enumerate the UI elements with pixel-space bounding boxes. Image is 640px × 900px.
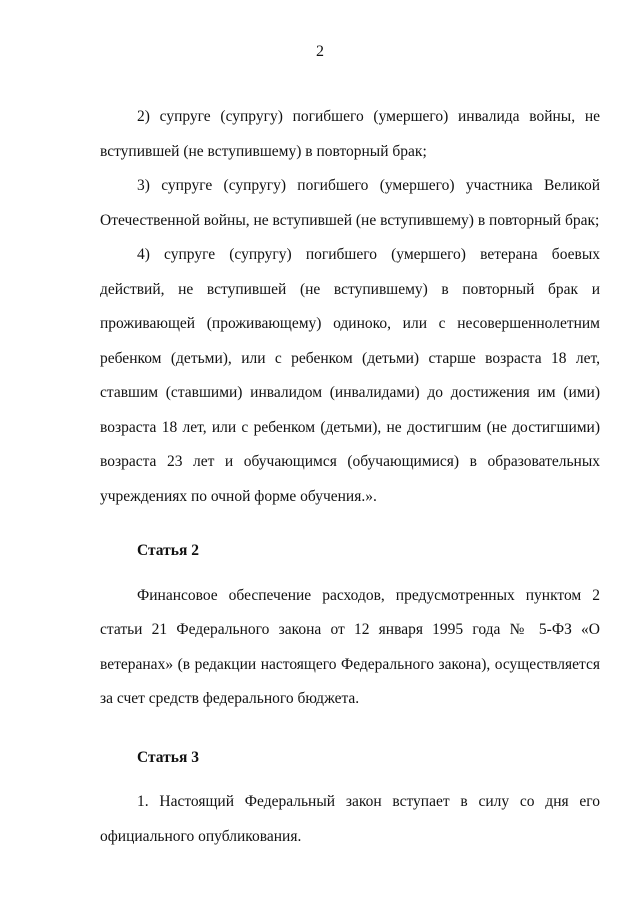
list-item-4: 4) супруге (супругу) погибшего (умершего) ветерана боевых действий, не вступившей (не вступившему) в повторный брак и проживающей (проживающему) одиноко, или с несовершеннолетним ребенком (детьми), или с ребенком (детьми) старше возраста 18 лет, ставшим (ставшими) инвалидом (инвалидами) до достижения им (ими) возраста 18 лет, или с ребенком (детьми), не достигшим (не достигшими) возраста 23 лет и обучающимся (обучающимися) в образовательных учреждениях по очной форме обучения.».: [100, 246, 600, 505]
article-3-text: 1. Настоящий Федеральный закон вступает в силу со дня его официального опубликования.: [100, 793, 600, 845]
article-2-heading: Статья 2: [137, 542, 199, 559]
page-number: 2: [316, 43, 324, 60]
document-body: [100, 100, 600, 854]
article-3-heading: Статья 3: [137, 748, 199, 766]
list-item-2: 2) супруге (супругу) погибшего (умершего) инвалида войны, не вступившей (не вступившему) в повторный брак;: [100, 108, 600, 160]
article-2-text: Финансовое обеспечение расходов, предусмотренных пунктом 2 статьи 21 Федерального закона от 12 января 1995 года № 5-ФЗ «О ветеранах» (в редакции настоящего Федерального закона), осуществляется за счет средств федерального бюджета.: [100, 586, 600, 707]
list-item-3: 3) супруге (супругу) погибшего (умершего) участника Великой Отечественной войны, не вступившей (не вступившему) в повторный брак;: [100, 177, 600, 229]
